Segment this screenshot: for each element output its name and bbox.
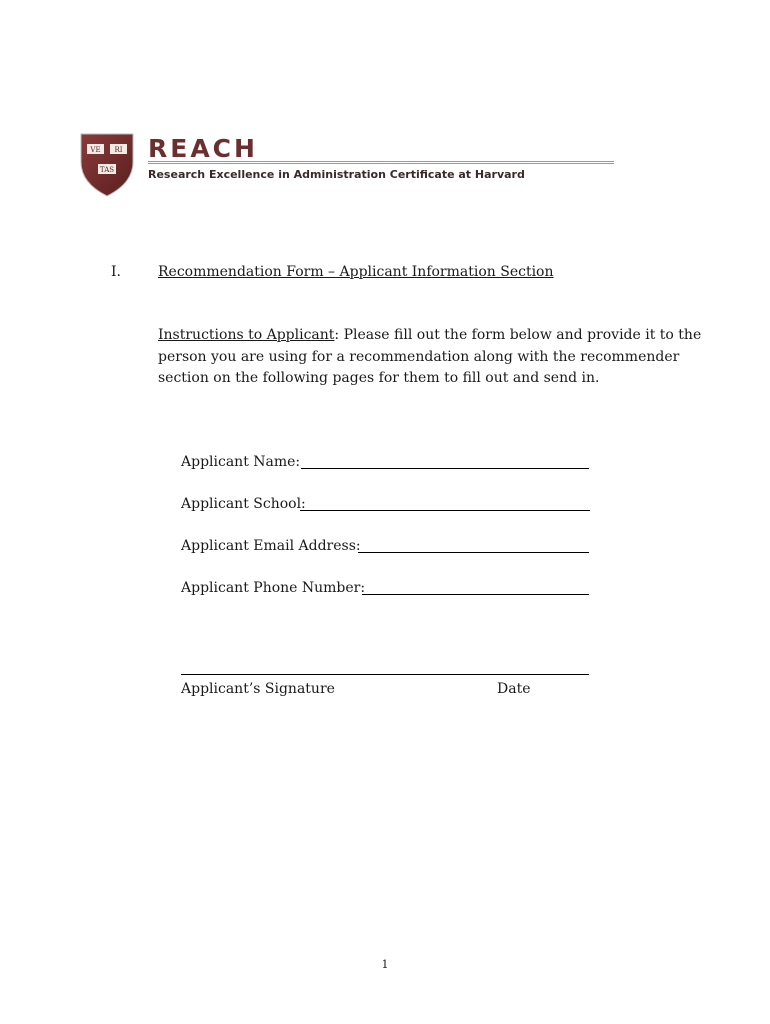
applicant-email-field <box>181 536 591 556</box>
applicant-school-field <box>181 494 591 514</box>
shield-text-ri: RI <box>114 146 123 154</box>
shield-text-tas: TAS <box>99 166 115 174</box>
date-label: Date <box>497 681 531 697</box>
applicant-email-input-line[interactable] <box>358 552 589 553</box>
signature-label: Applicant’s Signature <box>181 681 335 697</box>
shield-text-ve: VE <box>90 146 101 154</box>
logo-subtitle: Research Excellence in Administration Certificate at Harvard <box>148 168 525 181</box>
signature-line[interactable] <box>181 674 589 675</box>
page-number: 1 <box>381 958 389 971</box>
instructions-text: : Please fill out the form below and provide it to the person you are using for a recommendation along with the recommender section on the following pages for them to fill out and send in. <box>158 327 702 386</box>
applicant-name-input-line[interactable] <box>301 468 589 469</box>
applicant-phone-input-line[interactable] <box>362 594 589 595</box>
harvard-shield-icon <box>79 132 135 198</box>
section-title: Recommendation Form – Applicant Information Section <box>158 264 554 280</box>
applicant-school-input-line[interactable] <box>300 510 590 511</box>
applicant-email-label: Applicant Email Address: <box>181 538 361 554</box>
logo-title: REACH <box>148 134 258 163</box>
applicant-phone-label: Applicant Phone Number: <box>181 580 366 596</box>
applicant-school-label: Applicant School: <box>181 496 306 512</box>
instructions-paragraph <box>158 325 733 390</box>
section-number: I. <box>111 264 121 280</box>
instructions-label: Instructions to Applicant <box>158 327 335 343</box>
applicant-name-label: Applicant Name: <box>181 454 301 470</box>
applicant-name-field <box>181 452 591 472</box>
logo-divider <box>148 161 614 164</box>
applicant-phone-field <box>181 578 591 598</box>
